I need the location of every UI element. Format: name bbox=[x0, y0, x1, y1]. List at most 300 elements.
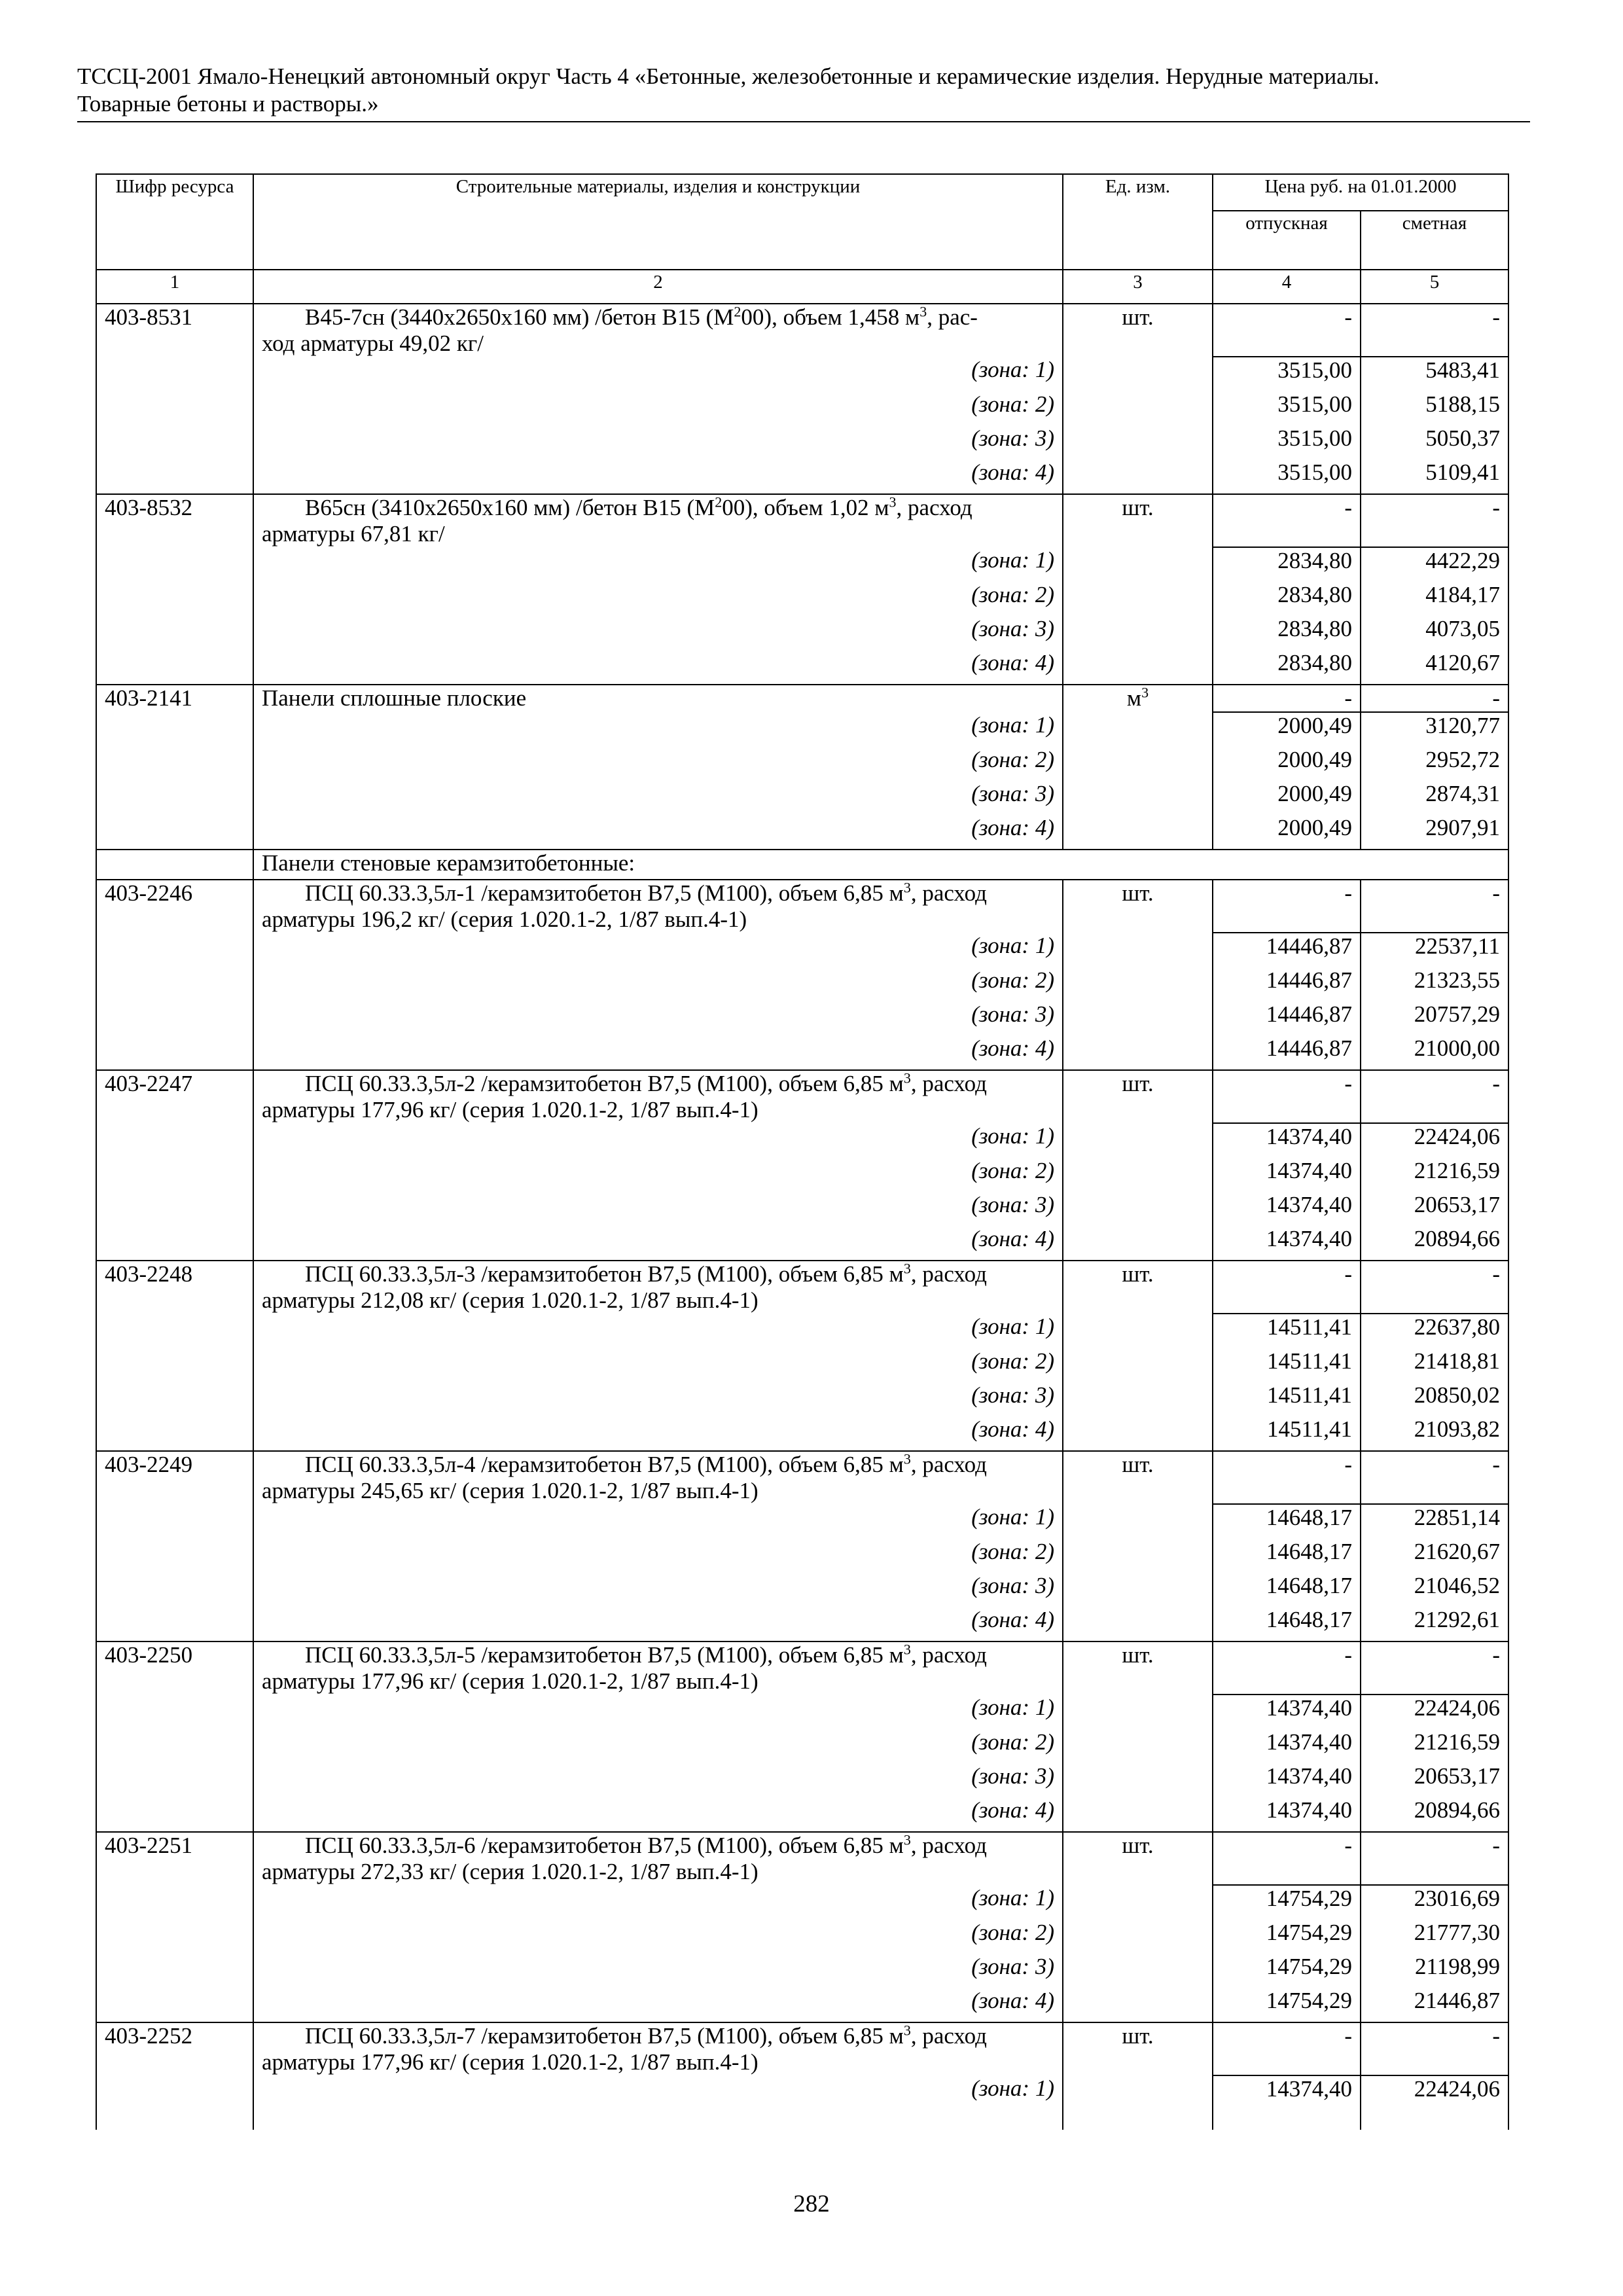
superscript: 3 bbox=[903, 1069, 911, 1086]
material-name bbox=[253, 685, 1063, 712]
release-price: 3515,00 bbox=[1213, 357, 1361, 391]
resource-code: 403-2251 bbox=[96, 1832, 253, 1885]
empty-cell bbox=[1063, 1729, 1213, 1763]
unit-text: шт. bbox=[1122, 1642, 1154, 1668]
estimate-price: 22424,06 bbox=[1361, 2075, 1508, 2110]
release-price: 14374,40 bbox=[1213, 2075, 1361, 2110]
empty-cell bbox=[96, 1348, 253, 1382]
superscript: 2 bbox=[734, 303, 741, 320]
name-text-line2: арматуры 196,2 кг/ (серия 1.020.1-2, 1/87 вып.4-1) bbox=[262, 906, 747, 932]
release-price: 14374,40 bbox=[1213, 1226, 1361, 1261]
empty-cell bbox=[1063, 1123, 1213, 1158]
column-number: 4 bbox=[1213, 270, 1361, 304]
release-price: 14648,17 bbox=[1213, 1539, 1361, 1573]
zone-row bbox=[96, 1573, 1508, 1607]
release-price: 14648,17 bbox=[1213, 1607, 1361, 1641]
header-rule bbox=[77, 121, 1530, 122]
empty-cell bbox=[96, 1226, 253, 1261]
superscript: 2 bbox=[715, 493, 722, 511]
empty-cell bbox=[1063, 1920, 1213, 1954]
release-price: 2834,80 bbox=[1213, 582, 1361, 616]
zone-row bbox=[96, 1348, 1508, 1382]
empty-cell bbox=[96, 1695, 253, 1729]
zone-row bbox=[96, 712, 1508, 747]
release-price: 2834,80 bbox=[1213, 650, 1361, 685]
estimate-price: 22537,11 bbox=[1361, 933, 1508, 967]
release-price: 14511,41 bbox=[1213, 1416, 1361, 1451]
estimate-price: 5483,41 bbox=[1361, 357, 1508, 391]
estimate-price: 21216,59 bbox=[1361, 1729, 1508, 1763]
release-price: 14511,41 bbox=[1213, 1348, 1361, 1382]
empty-cell bbox=[1063, 2110, 1213, 2130]
zone-label: (зона: 3) bbox=[253, 616, 1063, 650]
table-row bbox=[96, 304, 1508, 357]
empty-cell bbox=[96, 459, 253, 494]
release-price: - bbox=[1213, 304, 1361, 357]
zone-label: (зона: 4) bbox=[253, 1226, 1063, 1261]
name-text: , расход bbox=[910, 1261, 987, 1287]
header-release-price: отпускная bbox=[1213, 211, 1361, 270]
empty-cell bbox=[96, 1763, 253, 1797]
release-price: 14511,41 bbox=[1213, 1314, 1361, 1348]
empty-cell bbox=[1063, 1607, 1213, 1641]
section-row bbox=[96, 850, 1508, 880]
release-price: 3515,00 bbox=[1213, 425, 1361, 459]
empty-cell bbox=[1063, 1226, 1213, 1261]
estimate-price: 4120,67 bbox=[1361, 650, 1508, 685]
empty-cell bbox=[1063, 1192, 1213, 1226]
name-text: ПСЦ 60.33.3,5л-7 /керамзитобетон В7,5 (М100), объем 6,85 м bbox=[305, 2023, 904, 2049]
release-price: 14446,87 bbox=[1213, 933, 1361, 967]
empty-cell bbox=[96, 1729, 253, 1763]
empty-cell bbox=[96, 616, 253, 650]
zone-label: (зона: 4) bbox=[253, 815, 1063, 850]
estimate-price: 5188,15 bbox=[1361, 391, 1508, 425]
name-text-line2: ход арматуры 49,02 кг/ bbox=[262, 331, 484, 356]
header-line-2: Товарные бетоны и растворы.» bbox=[77, 91, 379, 117]
zone-label: (зона: 1) bbox=[253, 712, 1063, 747]
empty-cell bbox=[1063, 650, 1213, 685]
resource-code: 403-2248 bbox=[96, 1261, 253, 1314]
zone-row bbox=[96, 1729, 1508, 1763]
unit bbox=[1063, 1451, 1213, 1504]
release-price: - bbox=[1213, 1832, 1361, 1885]
empty-cell bbox=[96, 650, 253, 685]
empty-cell bbox=[1063, 1885, 1213, 1920]
zone-label: (зона: 2) bbox=[253, 1348, 1063, 1382]
resource-code: 403-2246 bbox=[96, 880, 253, 933]
estimate-price: - bbox=[1361, 1451, 1508, 1504]
zone-row bbox=[96, 1695, 1508, 1729]
zone-label: (зона: 3) bbox=[253, 425, 1063, 459]
zone-label: (зона: 1) bbox=[253, 1123, 1063, 1158]
empty-cell bbox=[96, 1158, 253, 1192]
empty-cell bbox=[1063, 1314, 1213, 1348]
zone-row bbox=[96, 2075, 1508, 2110]
superscript: 3 bbox=[903, 2022, 911, 2039]
empty-cell bbox=[96, 1920, 253, 1954]
zone-label: (зона: 3) bbox=[253, 1382, 1063, 1416]
estimate-price: 2907,91 bbox=[1361, 815, 1508, 850]
release-price: 3515,00 bbox=[1213, 459, 1361, 494]
name-text: ПСЦ 60.33.3,5л-1 /керамзитобетон В7,5 (М100), объем 6,85 м bbox=[305, 880, 904, 906]
release-price: 2000,49 bbox=[1213, 815, 1361, 850]
unit-text: шт. bbox=[1122, 1071, 1154, 1096]
empty-cell bbox=[96, 1382, 253, 1416]
table-row bbox=[96, 1832, 1508, 1885]
estimate-price: - bbox=[1361, 685, 1508, 712]
resource-code: 403-2252 bbox=[96, 2022, 253, 2075]
release-price: 14754,29 bbox=[1213, 1920, 1361, 1954]
estimate-price: 2952,72 bbox=[1361, 747, 1508, 781]
superscript: 3 bbox=[903, 1260, 911, 1277]
zone-row bbox=[96, 1797, 1508, 1832]
estimate-price: 22424,06 bbox=[1361, 1695, 1508, 1729]
name-text: ПСЦ 60.33.3,5л-2 /керамзитобетон В7,5 (М100), объем 6,85 м bbox=[305, 1071, 904, 1096]
table-row bbox=[96, 880, 1508, 933]
empty-cell bbox=[96, 1416, 253, 1451]
name-text: ПСЦ 60.33.3,5л-6 /керамзитобетон В7,5 (М100), объем 6,85 м bbox=[305, 1833, 904, 1858]
empty-cell bbox=[1063, 933, 1213, 967]
unit bbox=[1063, 1261, 1213, 1314]
empty-cell bbox=[1361, 2110, 1508, 2130]
empty-cell bbox=[1063, 815, 1213, 850]
empty-cell bbox=[96, 2075, 253, 2110]
estimate-price: 5050,37 bbox=[1361, 425, 1508, 459]
release-price: - bbox=[1213, 685, 1361, 712]
unit bbox=[1063, 304, 1213, 357]
zone-row bbox=[96, 1416, 1508, 1451]
table-row bbox=[96, 1261, 1508, 1314]
empty-cell bbox=[96, 850, 253, 880]
table-row bbox=[96, 1641, 1508, 1695]
resource-code: 403-8531 bbox=[96, 304, 253, 357]
empty-cell bbox=[96, 1607, 253, 1641]
superscript: 3 bbox=[889, 493, 897, 511]
zone-label: (зона: 3) bbox=[253, 781, 1063, 815]
header-estimate-price: сметная bbox=[1361, 211, 1508, 270]
zone-label: (зона: 2) bbox=[253, 1920, 1063, 1954]
name-text: ПСЦ 60.33.3,5л-3 /керамзитобетон В7,5 (М100), объем 6,85 м bbox=[305, 1261, 904, 1287]
superscript: 3 bbox=[903, 1641, 911, 1658]
release-price: 14374,40 bbox=[1213, 1763, 1361, 1797]
zone-row bbox=[96, 425, 1508, 459]
zone-row bbox=[96, 1539, 1508, 1573]
empty-cell bbox=[96, 357, 253, 391]
estimate-price: - bbox=[1361, 1641, 1508, 1695]
zone-label: (зона: 2) bbox=[253, 967, 1063, 1001]
release-price: 14648,17 bbox=[1213, 1573, 1361, 1607]
running-header bbox=[77, 63, 1530, 118]
column-number: 2 bbox=[253, 270, 1063, 304]
name-text: Панели сплошные плоские bbox=[262, 685, 527, 711]
zone-row bbox=[96, 1226, 1508, 1261]
release-price: 2000,49 bbox=[1213, 747, 1361, 781]
estimate-price: 4422,29 bbox=[1361, 547, 1508, 582]
empty-cell bbox=[1063, 616, 1213, 650]
unit-superscript: 3 bbox=[1141, 684, 1149, 701]
superscript: 3 bbox=[903, 1831, 911, 1848]
zone-label: (зона: 4) bbox=[253, 1607, 1063, 1641]
estimate-price: 4073,05 bbox=[1361, 616, 1508, 650]
material-name bbox=[253, 880, 1063, 933]
empty-cell bbox=[96, 2110, 253, 2130]
empty-cell bbox=[96, 1123, 253, 1158]
empty-cell bbox=[96, 1885, 253, 1920]
empty-cell bbox=[1063, 1954, 1213, 1988]
empty-cell bbox=[96, 1988, 253, 2022]
column-number: 3 bbox=[1063, 270, 1213, 304]
zone-row bbox=[96, 1988, 1508, 2022]
zone-row bbox=[96, 459, 1508, 494]
release-price: 2834,80 bbox=[1213, 616, 1361, 650]
unit bbox=[1063, 2022, 1213, 2075]
zone-row bbox=[96, 391, 1508, 425]
estimate-price: 21093,82 bbox=[1361, 1416, 1508, 1451]
estimate-price: - bbox=[1361, 1261, 1508, 1314]
zone-label: (зона: 4) bbox=[253, 459, 1063, 494]
name-text-line2: арматуры 177,96 кг/ (серия 1.020.1-2, 1/87 вып.4-1) bbox=[262, 2049, 758, 2075]
release-price: 2834,80 bbox=[1213, 547, 1361, 582]
estimate-price: 22851,14 bbox=[1361, 1504, 1508, 1539]
empty-cell bbox=[96, 1035, 253, 1070]
zone-row bbox=[96, 967, 1508, 1001]
column-number: 1 bbox=[96, 270, 253, 304]
zone-label: (зона: 3) bbox=[253, 1954, 1063, 1988]
estimate-price: 21292,61 bbox=[1361, 1607, 1508, 1641]
zone-row bbox=[96, 1001, 1508, 1035]
empty-cell bbox=[1063, 357, 1213, 391]
name-text: В65сн (3410х2650х160 мм) /бетон В15 (М bbox=[305, 495, 715, 520]
material-name bbox=[253, 1261, 1063, 1314]
zone-label: (зона: 1) bbox=[253, 933, 1063, 967]
zone-label: (зона: 3) bbox=[253, 1573, 1063, 1607]
estimate-price: 20653,17 bbox=[1361, 1763, 1508, 1797]
zone-label: (зона: 3) bbox=[253, 1001, 1063, 1035]
material-name bbox=[253, 1070, 1063, 1123]
resource-code: 403-2141 bbox=[96, 685, 253, 712]
empty-cell bbox=[96, 1504, 253, 1539]
zone-label: (зона: 2) bbox=[253, 1729, 1063, 1763]
empty-cell bbox=[1063, 1763, 1213, 1797]
zone-label: (зона: 2) bbox=[253, 747, 1063, 781]
price-table bbox=[96, 173, 1509, 2130]
estimate-price: 5109,41 bbox=[1361, 459, 1508, 494]
zone-row bbox=[96, 747, 1508, 781]
empty-cell bbox=[96, 547, 253, 582]
material-name bbox=[253, 1832, 1063, 1885]
resource-code: 403-2249 bbox=[96, 1451, 253, 1504]
zone-label: (зона: 1) bbox=[253, 1885, 1063, 1920]
zone-row bbox=[96, 1382, 1508, 1416]
empty-cell bbox=[1063, 1695, 1213, 1729]
release-price: 14374,40 bbox=[1213, 1158, 1361, 1192]
zone-label: (зона: 1) bbox=[253, 1695, 1063, 1729]
unit bbox=[1063, 1070, 1213, 1123]
release-price: 3515,00 bbox=[1213, 391, 1361, 425]
estimate-price: 20757,29 bbox=[1361, 1001, 1508, 1035]
estimate-price: - bbox=[1361, 494, 1508, 547]
release-price: - bbox=[1213, 1070, 1361, 1123]
name-text: , расход bbox=[910, 880, 987, 906]
name-text: , расход bbox=[910, 1833, 987, 1858]
empty-cell bbox=[96, 1001, 253, 1035]
estimate-price: 21777,30 bbox=[1361, 1920, 1508, 1954]
unit-text: шт. bbox=[1122, 1833, 1154, 1858]
superscript: 3 bbox=[919, 303, 927, 320]
zone-label: (зона: 3) bbox=[253, 1192, 1063, 1226]
estimate-price: 21620,67 bbox=[1361, 1539, 1508, 1573]
column-number: 5 bbox=[1361, 270, 1508, 304]
empty-cell bbox=[96, 582, 253, 616]
estimate-price: - bbox=[1361, 2022, 1508, 2075]
empty-cell bbox=[1063, 1382, 1213, 1416]
estimate-price: 4184,17 bbox=[1361, 582, 1508, 616]
material-name bbox=[253, 304, 1063, 357]
table-row bbox=[96, 1070, 1508, 1123]
estimate-price: 21198,99 bbox=[1361, 1954, 1508, 1988]
empty-cell bbox=[1063, 747, 1213, 781]
empty-cell bbox=[1063, 712, 1213, 747]
empty-cell bbox=[96, 712, 253, 747]
empty-cell bbox=[1063, 1539, 1213, 1573]
empty-cell bbox=[1063, 1035, 1213, 1070]
superscript: 3 bbox=[903, 1450, 911, 1467]
unit-text: шт. bbox=[1122, 880, 1154, 906]
estimate-price: 21000,00 bbox=[1361, 1035, 1508, 1070]
release-price: 14374,40 bbox=[1213, 1695, 1361, 1729]
empty-cell bbox=[96, 815, 253, 850]
unit-text: шт. bbox=[1122, 495, 1154, 520]
zone-label: (зона: 1) bbox=[253, 547, 1063, 582]
release-price: 14648,17 bbox=[1213, 1504, 1361, 1539]
header-unit: Ед. изм. bbox=[1063, 174, 1213, 270]
page-number: 282 bbox=[793, 2191, 830, 2217]
zone-row bbox=[96, 582, 1508, 616]
unit bbox=[1063, 494, 1213, 547]
name-text: В45-7сн (3440х2650х160 мм) /бетон В15 (М bbox=[305, 304, 734, 330]
name-text: , расход bbox=[910, 1452, 987, 1477]
empty-cell bbox=[1063, 1416, 1213, 1451]
zone-label: (зона: 4) bbox=[253, 1035, 1063, 1070]
release-price: 14374,40 bbox=[1213, 1192, 1361, 1226]
table-body bbox=[96, 304, 1508, 2130]
empty-cell bbox=[96, 1573, 253, 1607]
unit-text: шт. bbox=[1122, 2023, 1154, 2049]
material-name bbox=[253, 1451, 1063, 1504]
unit bbox=[1063, 1641, 1213, 1695]
zone-row bbox=[96, 933, 1508, 967]
estimate-price: 20653,17 bbox=[1361, 1192, 1508, 1226]
release-price: 2000,49 bbox=[1213, 781, 1361, 815]
table-row bbox=[96, 1451, 1508, 1504]
name-text: ПСЦ 60.33.3,5л-4 /керамзитобетон В7,5 (М100), объем 6,85 м bbox=[305, 1452, 904, 1477]
release-price: 14446,87 bbox=[1213, 967, 1361, 1001]
name-text: ПСЦ 60.33.3,5л-5 /керамзитобетон В7,5 (М100), объем 6,85 м bbox=[305, 1642, 904, 1668]
estimate-price: 23016,69 bbox=[1361, 1885, 1508, 1920]
empty-cell bbox=[1063, 1001, 1213, 1035]
name-text: , расход bbox=[910, 1642, 987, 1668]
empty-cell bbox=[1063, 781, 1213, 815]
empty-cell bbox=[1063, 2075, 1213, 2110]
empty-cell bbox=[1063, 1573, 1213, 1607]
release-price: - bbox=[1213, 1451, 1361, 1504]
table-row bbox=[96, 2022, 1508, 2075]
unit-text: м bbox=[1126, 685, 1142, 711]
zone-label: (зона: 2) bbox=[253, 1158, 1063, 1192]
name-text-line2: арматуры 177,96 кг/ (серия 1.020.1-2, 1/87 вып.4-1) bbox=[262, 1668, 758, 1694]
zone-row bbox=[96, 1607, 1508, 1641]
zone-label: (зона: 4) bbox=[253, 1797, 1063, 1832]
empty-cell bbox=[1063, 1158, 1213, 1192]
zone-row bbox=[96, 616, 1508, 650]
header-line-1: ТССЦ-2001 Ямало-Ненецкий автономный округ Часть 4 «Бетонные, железобетонные и керамические изделия. Нерудные материалы. bbox=[77, 63, 1380, 89]
header-name: Строительные материалы, изделия и конструкции bbox=[253, 174, 1063, 270]
release-price: - bbox=[1213, 880, 1361, 933]
empty-cell bbox=[1063, 582, 1213, 616]
zone-row bbox=[96, 1504, 1508, 1539]
empty-cell bbox=[1063, 459, 1213, 494]
name-text-line2: арматуры 272,33 кг/ (серия 1.020.1-2, 1/87 вып.4-1) bbox=[262, 1859, 758, 1884]
name-text: 00), объем 1,458 м bbox=[741, 304, 920, 330]
zone-row bbox=[96, 650, 1508, 685]
empty-cell bbox=[96, 425, 253, 459]
material-name bbox=[253, 494, 1063, 547]
zone-label: (зона: 4) bbox=[253, 1988, 1063, 2022]
estimate-price: - bbox=[1361, 880, 1508, 933]
release-price: 14446,87 bbox=[1213, 1035, 1361, 1070]
empty-cell bbox=[96, 747, 253, 781]
resource-code: 403-8532 bbox=[96, 494, 253, 547]
empty-cell bbox=[1063, 1348, 1213, 1382]
release-price: - bbox=[1213, 494, 1361, 547]
section-title: Панели стеновые керамзитобетонные: bbox=[253, 850, 1508, 880]
estimate-price: 2874,31 bbox=[1361, 781, 1508, 815]
zone-label: (зона: 1) bbox=[253, 2075, 1063, 2110]
empty-cell bbox=[253, 2110, 1063, 2130]
unit-text: шт. bbox=[1122, 1261, 1154, 1287]
zone-row bbox=[96, 1123, 1508, 1158]
table-continuation bbox=[96, 2110, 1508, 2130]
empty-cell bbox=[96, 967, 253, 1001]
material-name bbox=[253, 1641, 1063, 1695]
zone-row bbox=[96, 357, 1508, 391]
zone-label: (зона: 3) bbox=[253, 1763, 1063, 1797]
zone-label: (зона: 4) bbox=[253, 650, 1063, 685]
estimate-price: - bbox=[1361, 1832, 1508, 1885]
zone-row bbox=[96, 1192, 1508, 1226]
table-row bbox=[96, 494, 1508, 547]
release-price: 14374,40 bbox=[1213, 1797, 1361, 1832]
table-row bbox=[96, 685, 1508, 712]
name-text-line2: арматуры 177,96 кг/ (серия 1.020.1-2, 1/87 вып.4-1) bbox=[262, 1097, 758, 1122]
estimate-price: 21216,59 bbox=[1361, 1158, 1508, 1192]
empty-cell bbox=[1063, 1504, 1213, 1539]
superscript: 3 bbox=[903, 879, 911, 896]
zone-label: (зона: 2) bbox=[253, 582, 1063, 616]
header-price-group: Цена руб. на 01.01.2000 bbox=[1213, 174, 1508, 211]
release-price: - bbox=[1213, 1641, 1361, 1695]
zone-label: (зона: 4) bbox=[253, 1416, 1063, 1451]
unit bbox=[1063, 1832, 1213, 1885]
estimate-price: - bbox=[1361, 304, 1508, 357]
estimate-price: 21418,81 bbox=[1361, 1348, 1508, 1382]
empty-cell bbox=[96, 1192, 253, 1226]
estimate-price: 22637,80 bbox=[1361, 1314, 1508, 1348]
release-price: 2000,49 bbox=[1213, 712, 1361, 747]
resource-code: 403-2247 bbox=[96, 1070, 253, 1123]
empty-cell bbox=[96, 1797, 253, 1832]
